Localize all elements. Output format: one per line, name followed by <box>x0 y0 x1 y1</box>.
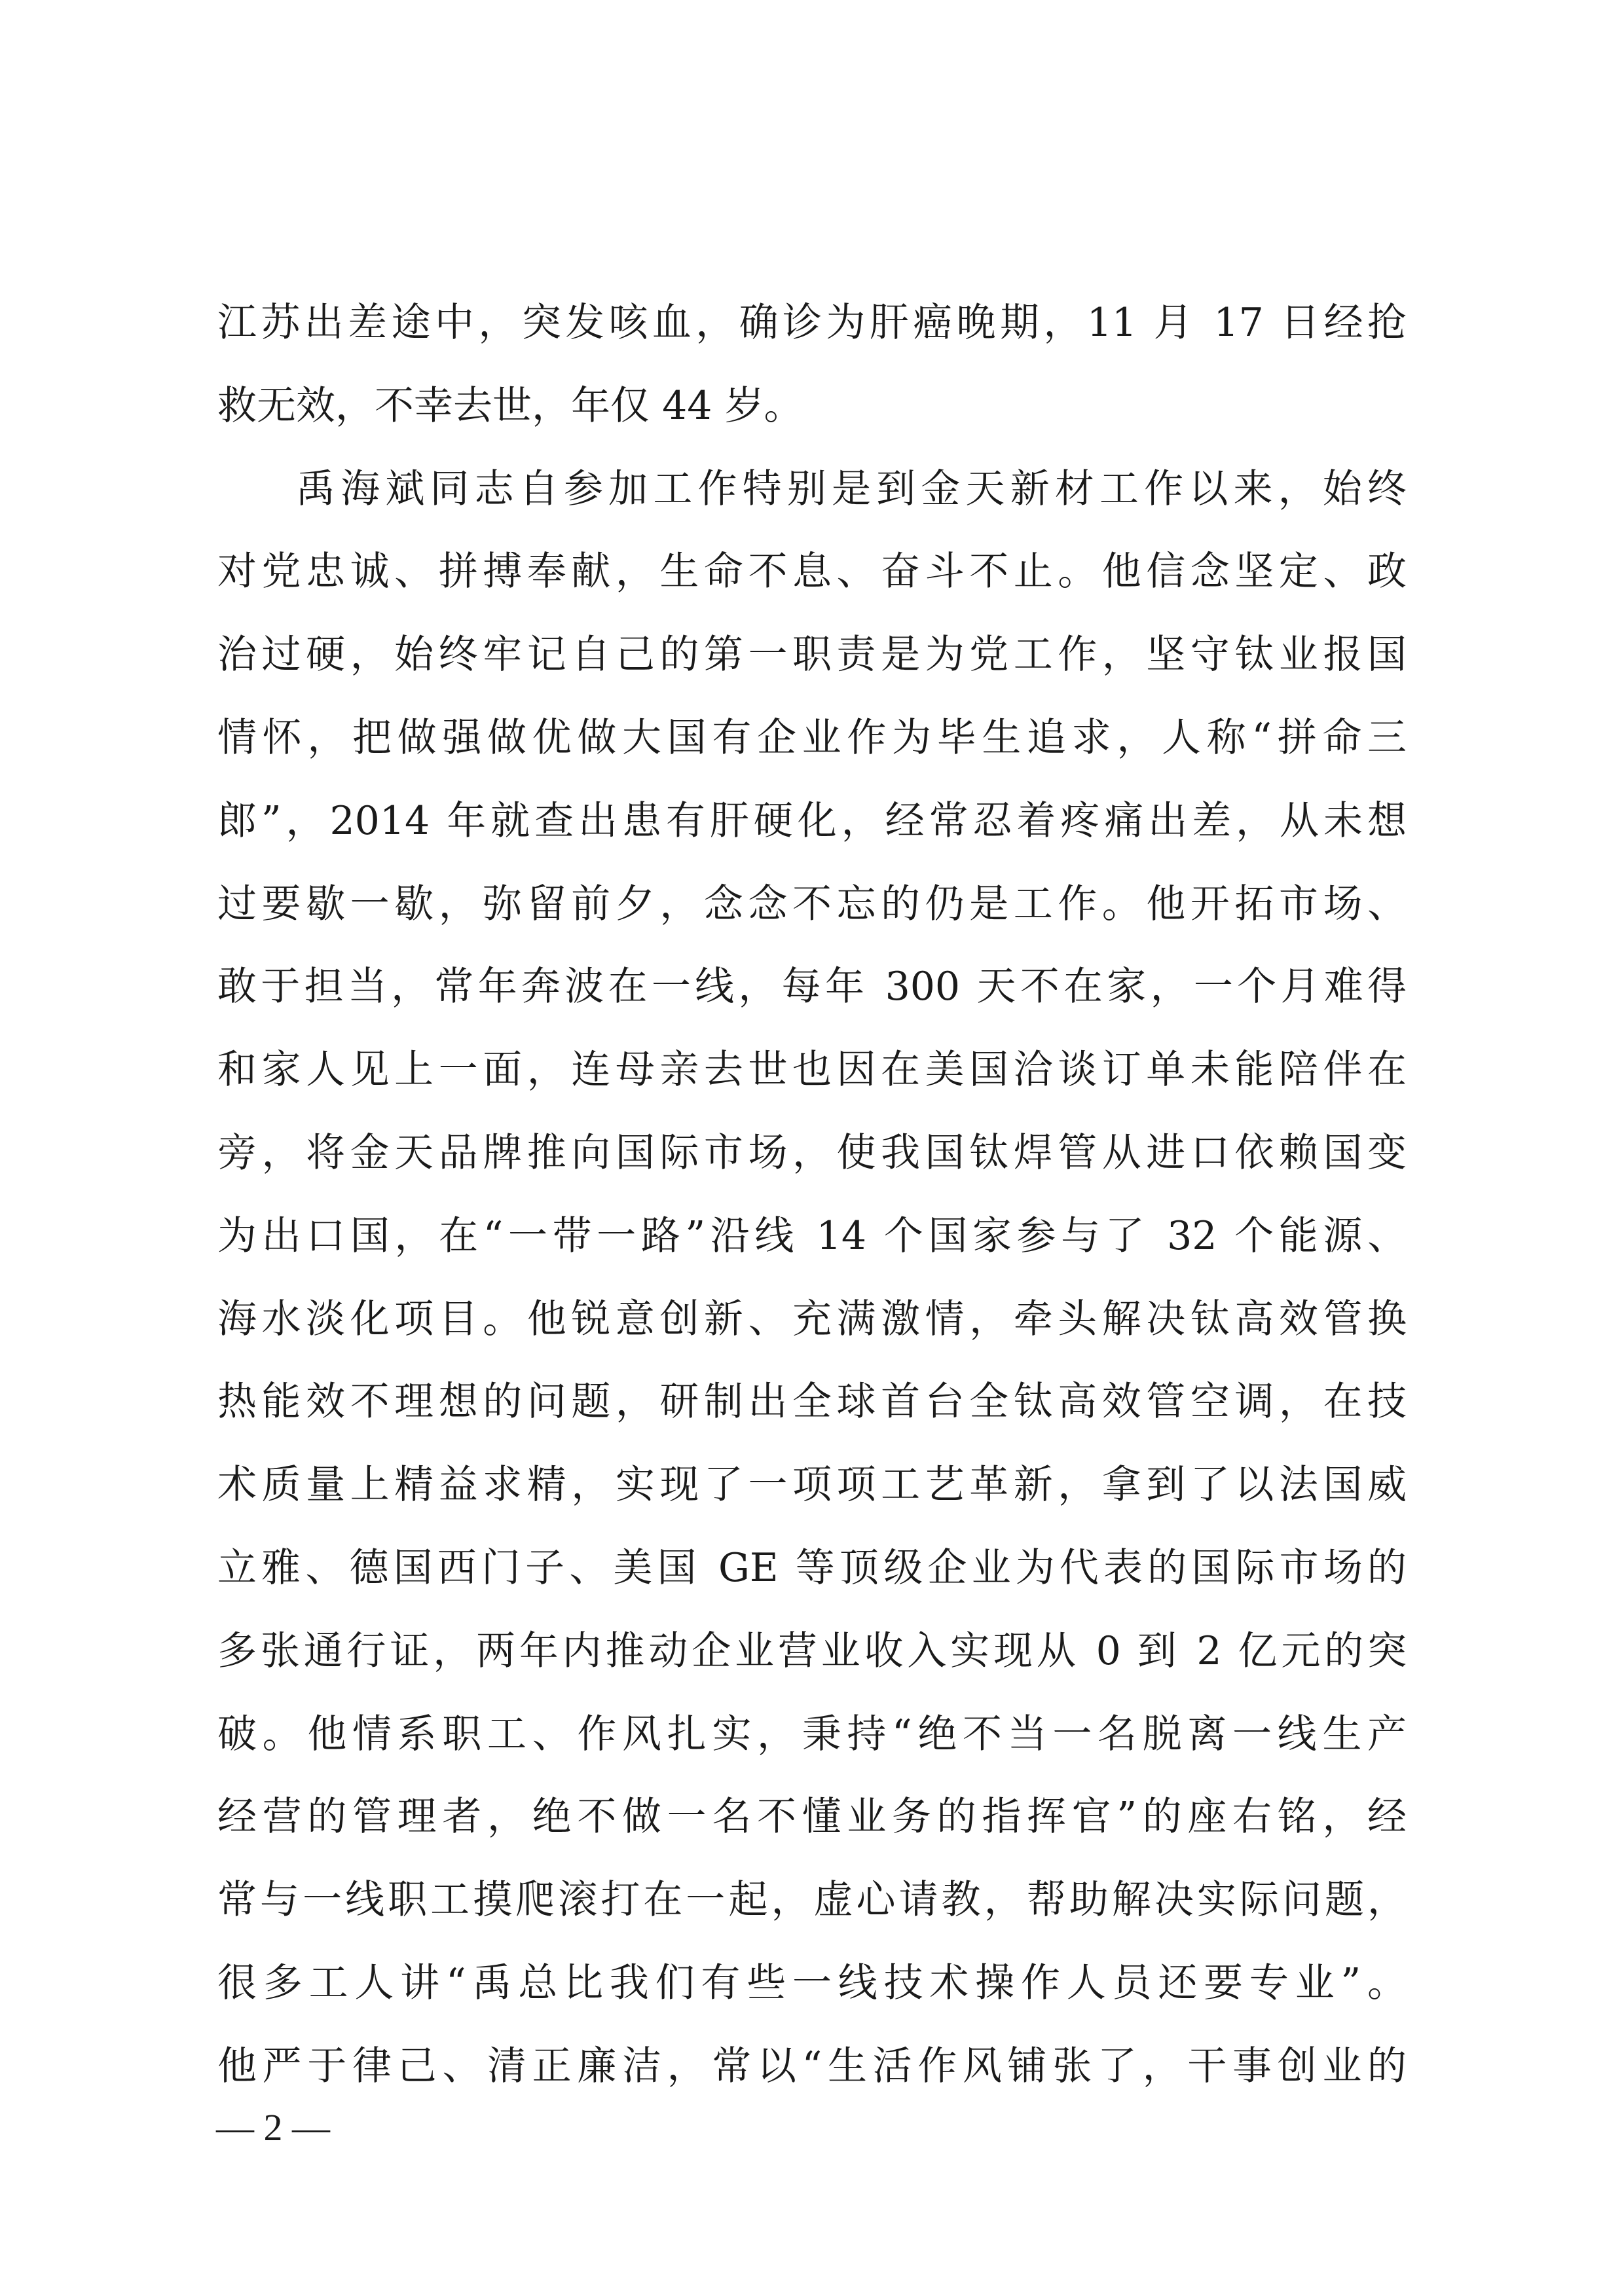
text-line: 为出口国，在“一带一路”沿线 14 个国家参与了 32 个能源、 <box>217 1212 1407 1259</box>
text-line: 江苏出差途中，突发咳血，确诊为肝癌晚期，11 月 17 日经抢 <box>217 300 1407 346</box>
text-line: 海水淡化项目。他锐意创新、充满激情，牵头解决钛高效管换 <box>217 1296 1407 1342</box>
text-line: 郎”，2014 年就查出患有肝硬化，经常忍着疼痛出差，从未想 <box>217 797 1407 844</box>
text-line: 情怀，把做强做优做大国有企业作为毕生追求，人称“拼命三 <box>217 714 1407 761</box>
text-line: 多张通行证，两年内推动企业营业收入实现从 0 到 2 亿元的突 <box>217 1628 1407 1674</box>
text-line: 术质量上精益求精，实现了一项项工艺革新，拿到了以法国威 <box>217 1462 1407 1508</box>
text-line: 和家人见上一面，连母亲去世也因在美国洽谈订单未能陪伴在 <box>217 1047 1407 1093</box>
text-line: 立雅、德国西门子、美国 GE 等顶级企业为代表的国际市场的 <box>217 1544 1407 1591</box>
text-line: 禹海斌同志自参加工作特别是到金天新材工作以来，始终 <box>296 465 1407 512</box>
text-line: 过要歇一歇，弥留前夕，念念不忘的仍是工作。他开拓市场、 <box>217 881 1407 927</box>
text-line: 经营的管理者，绝不做一名不懂业务的指挥官”的座右铭，经 <box>217 1794 1407 1840</box>
text-line: 很多工人讲“禹总比我们有些一线技术操作人员还要专业”。 <box>217 1959 1407 2006</box>
body-text <box>217 282 1407 2108</box>
text-line: 热能效不理想的问题，研制出全球首台全钛高效管空调，在技 <box>217 1379 1407 1425</box>
text-line: 敢于担当，常年奔波在一线，每年 300 天不在家，一个月难得 <box>217 964 1407 1010</box>
text-line: 破。他情系职工、作风扎实，秉持“绝不当一名脱离一线生产 <box>217 1711 1407 1757</box>
page-number: — 2 — <box>216 2106 330 2149</box>
text-line: 他严于律己、清正廉洁，常以“生活作风铺张了，干事创业的 <box>217 2043 1407 2089</box>
text-line: 旁，将金天品牌推向国际市场，使我国钛焊管从进口依赖国变 <box>217 1129 1407 1176</box>
text-line: 常与一线职工摸爬滚打在一起，虚心请教，帮助解决实际问题， <box>217 1877 1407 1923</box>
text-line: 治过硬，始终牢记自己的第一职责是为党工作，坚守钛业报国 <box>217 632 1407 678</box>
text-line: 对党忠诚、拼搏奉献，生命不息、奋斗不止。他信念坚定、政 <box>217 549 1407 595</box>
text-line: 救无效，不幸去世，年仅 44 岁。 <box>217 382 803 429</box>
